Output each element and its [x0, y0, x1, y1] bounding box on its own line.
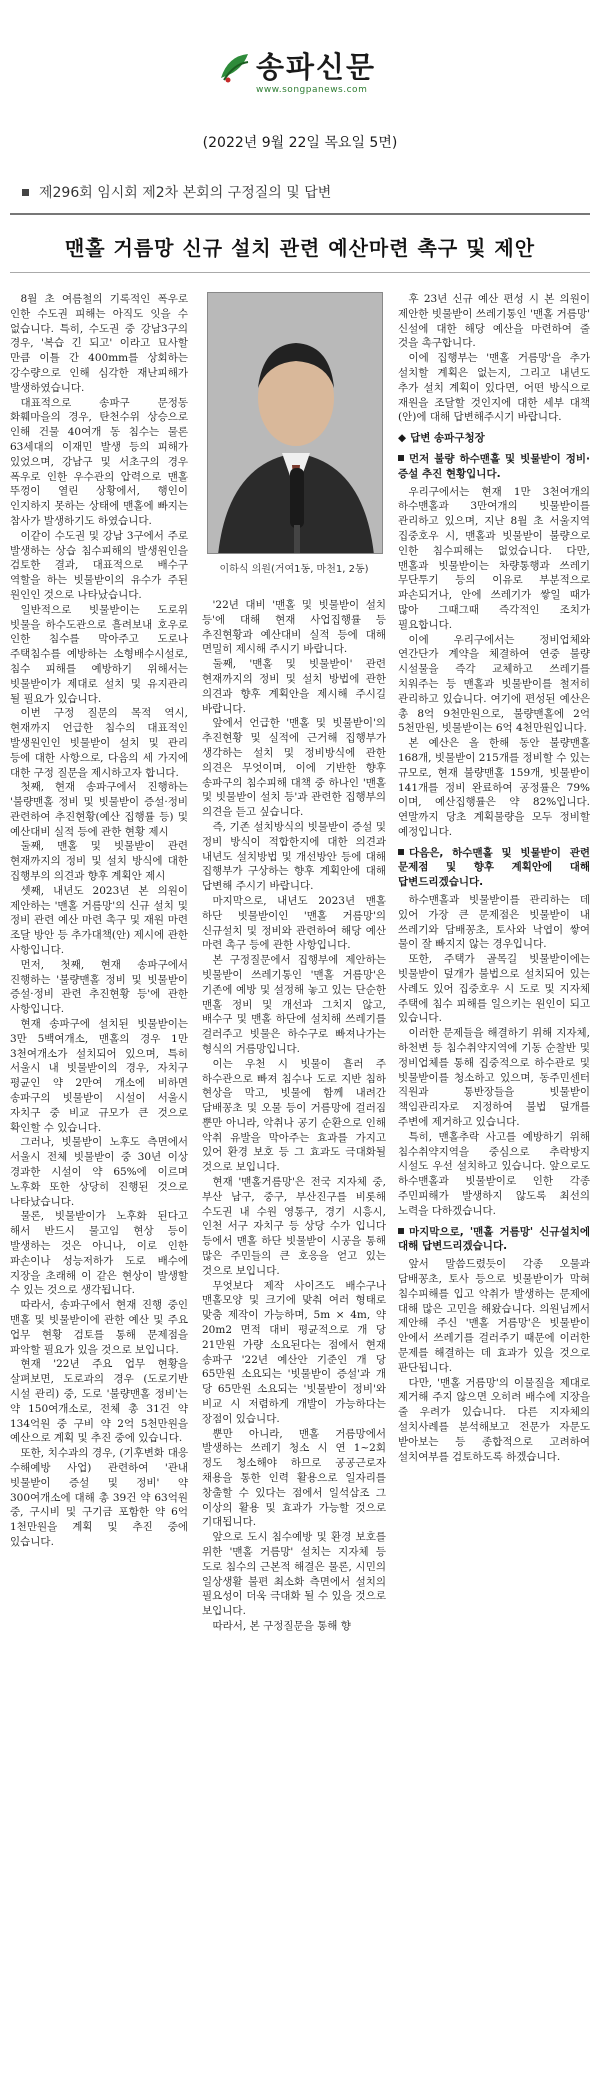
paragraph: 앞으로 도시 침수예방 및 환경 보호를 위한 '맨홀 거름망' 설치는 지자체 등 도로 침수의 근본적 해결은 물론, 시민의 일상생활 불편 최소화 측면에서 설치의 필요성이 더욱 극대화 될 수 있을 것으로 보입니다.: [202, 1531, 386, 1618]
paragraph: 무엇보다 제작 사이즈도 배수구나 맨홀모양 및 크기에 맞춰 여러 형태로 맞춤 제작이 가능하며, 5m × 4m, 약 20m2 면적 대비 평균적으로 개 당 21만원 가량 소요된다는 점에서 현재 송파구 '22년 예산안 기준인 개 당 65만원 소요되는 '빗물받이 증설'과 개 당 65만원 소요되는 '빗물받이 정비'와 비교 시 저렴하게 개발이 가능하다는 장점이 있습니다.: [202, 1279, 386, 1425]
paragraph: 이번 구정 질문의 목적 역시, 현재까지 언급한 침수의 대표적인 발생원인인 빗물받이 설치 및 관리 등에 대한 사항으로, 다음의 세 가지에 대한 구정 질문을 제시하고자 합니다.: [10, 707, 188, 779]
paragraph: 일반적으로 빗물받이는 도로위 빗물을 하수도관으로 흘려보내 호우로 인한 침수를 막아주고 도로나 주택침수를 예방하는 소형배수시설로, 침수 피해를 예방하기 위해서는 빗물받이가 제대로 설치 및 유지관리 될 필요가 있습니다.: [10, 603, 188, 705]
section-subheading-text: 마지막으로, '맨홀 거름망' 신규설치에 대해 답변드리겠습니다.: [398, 1225, 590, 1253]
answer-heading-text: 답변 송파구청장: [410, 432, 485, 445]
section-subheading-text: 먼저 불량 하수맨홀 및 빗물받이 정비·증설 추진 현황입니다.: [398, 452, 590, 480]
paragraph: 또한, 치수과의 경우, (기후변화 대응 수해예방 사업) 관련하여 '관내 빗물받이 증설 및 정비' 약 300여개소에 대해 총 39건 약 63억원 중, 구시비 및 구기금 포함한 약 6억 1천만원을 계획 및 추진 중에 있습니다.: [10, 1447, 188, 1548]
article-column-1: [10, 292, 188, 2067]
paragraph: 또한, 주택가 골목길 빗물받이에는 빗물받이 덮개가 불법으로 설치되어 있는 사례도 있어 집중호우 시 도로 및 지자체 주택에 침수 피해를 일으키는 원인이 되고 있습니다.: [398, 953, 590, 1025]
paragraph: 대표적으로 송파구 문정동 화훼마을의 경우, 탄천수위 상승으로 인해 건물 40여개 동 침수는 물론 63세대의 이재민 발생 등의 피해가 있었으며, 강남구 및 서초구의 경우 폭우로 인한 우수관의 압력으로 맨홀 뚜껑이 열린 상황에서, 행인이 인지하지 못하는 상태에 맨홀에 빠지는 참사가 발생하기도 하였습니다.: [10, 396, 188, 527]
diamond-bullet-icon: ◆: [398, 432, 407, 445]
divider: [10, 213, 590, 215]
paragraph: 그러나, 빗물받이 노후도 측면에서 서울시 전체 빗물받이 중 30년 이상 경과한 시설이 약 65%에 이르며 노후화 또한 상당히 진행된 것으로 나타났습니다.: [10, 1136, 188, 1208]
newspaper-logo: [218, 50, 388, 100]
paragraph: 마지막으로, 내년도 2023년 맨홀 하단 빗물받이인 '맨홀 거름망'의 신규설치 및 정비와 관련하여 해당 예산 마련 촉구 등에 관한 사항입니다.: [202, 894, 386, 952]
songpa-leaf-logo-icon: [218, 50, 252, 84]
newspaper-title: 송파신문: [256, 50, 377, 84]
meeting-label: [18, 182, 331, 202]
portrait-photo: [207, 292, 383, 554]
paragraph: 따라서, 송파구에서 현재 진행 중인 맨홀 및 빗물받이에 관한 예산 및 주요 업무 현황 검토를 통해 문제점을 파악할 필요가 있을 것으로 보입니다.: [10, 1299, 188, 1356]
square-bullet-icon: [398, 849, 404, 855]
portrait-figure-icon: [208, 293, 383, 554]
paragraph: 먼저, 첫째, 현재 송파구에서 진행하는 '불량맨홀 정비 및 빗물받이 증설·정비 관련 추진현황 등'에 관한 사항입니다.: [10, 958, 188, 1016]
paragraph: 뿐만 아니라, 맨홀 거름망에서 발생하는 쓰레기 청소 시 연 1~2회 정도 청소해야 하므로 공공근로자 채용을 통한 인력 활용으로 일자리를 창출할 수 있다는 점에서 일석삼조 그 이상의 활용 및 효과가 가능할 것으로 기대됩니다.: [202, 1427, 386, 1529]
section-subheading: [398, 452, 590, 482]
paragraph: 첫째, 현재 송파구에서 진행하는 '불량맨홀 정비 및 빗물받이 증설·정비 관련하여 추진현황(예산 집행률 등) 및 예산대비 실적 등에 관한 현황 제시: [10, 781, 188, 838]
newspaper-url: www.songpanews.com: [256, 85, 368, 95]
paragraph: 본 구정질문에서 집행부에 제안하는 빗물받이 쓰레기통인 '맨홀 거름망'은 기존에 예방 및 설정해 놓고 있는 단순한 맨홀 정비 및 개선과 그치지 않고, 배수구 및 맨홀 하단에 설치해 쓰레기를 걸러주고 빗물은 하수구로 빠져나가는 형식의 거름망입니다.: [202, 954, 386, 1055]
section-subheading: [398, 1225, 590, 1255]
paragraph: 하수맨홀과 빗물받이를 관리하는 데 있어 가장 큰 문제점은 빗물받이 내 쓰레기와 담배꽁초, 토사와 낙엽이 쌓여 물이 잘 빠지지 않는 경우입니다.: [398, 894, 590, 951]
paragraph: 현재 '22년 주요 업무 현황을 살펴보면, 도로과의 경우 (도로기반 시설 관리) 중, 도로 '불량맨홀 정비'는 약 150여개소로, 전체 총 31건 약 134억원 중 구비 약 2억 5천만원을 예산으로 계획 및 추진 중에 있습니다.: [10, 1358, 188, 1445]
paragraph: 앞에서 언급한 '맨홀 및 빗물받이'의 추진현황 및 실적에 근거해 집행부가 생각하는 설치 및 정비방식에 관한 의견은 무엇이며, 이에 기반한 향후 송파구의 침수피해 대책 중 하나인 '맨홀 및 빗물받이 설치 등'과 관련한 집행부의 의견을 듣고 싶습니다.: [202, 717, 386, 819]
paragraph: 앞서 말씀드렸듯이 각종 오물과 담배꽁초, 토사 등으로 빗물받이가 막혀 침수피해를 입고 악취가 발생하는 문제에 대해 많은 고민을 해왔습니다. 의원님께서 제안해 주신 '맨홀 거름망'은 빗물받이 안에서 쓰레기를 걸러주기 때문에 이러한 문제를 해결하는 데 효과가 있을 것으로 판단됩니다.: [398, 1258, 590, 1374]
article-headline: 맨홀 거름망 신규 설치 관련 예산마련 촉구 및 제안: [64, 236, 536, 260]
paragraph: 즉, 기존 설치방식의 빗물받이 증설 및 정비 방식이 적합한지에 대한 의견과 내년도 설치방법 및 개선방안 등에 대해 집행부가 구상하는 향후 계획안에 대해 답변해 주시기 바랍니다.: [202, 820, 386, 893]
paragraph: 물론, 빗물받이가 노후화 된다고 해서 반드시 물고임 현상 등이 발생하는 것은 아니나, 이로 인한 파손이나 성능저하가 도로 배수에 지장을 초래해 이 같은 현상이 발생할 수 있는 것으로 생각됩니다.: [10, 1210, 188, 1297]
divider: [10, 272, 590, 273]
paragraph: 둘째, '맨홀 및 빗물받이' 관련 현재까지의 정비 및 설치 방법에 관한 의견과 향후 계획안을 제시해 주시길 바랍니다.: [202, 658, 386, 715]
answer-heading: [398, 431, 590, 446]
paragraph: 따라서, 본 구정질문을 통해 향: [212, 1619, 351, 1632]
paragraph: 이러한 문제들을 해결하기 위해 지자체, 하천변 등 침수취약지역에 기동 순찰반 및 정비업체를 통해 집중적으로 하수관로 및 빗물받이를 청소하고 있으며, 동주민센터 직원과 통반장들을 빗물받이 책임관리자로 지정하여 불법 덮개를 주변에 제거하고 있습니다.: [398, 1027, 590, 1129]
paragraph: 다만, '맨홀 거름망'의 이물질을 제대로 제거해 주지 않으면 오히려 배수에 지장을 줄 우려가 있습니다. 다른 지자체의 설치사례를 분석해보고 전문가 자문도 받아보는 등 종합적으로 고려하여 설치여부를 검토하도록 하겠습니다.: [398, 1376, 590, 1463]
paragraph: '22년 대비 '맨홀 및 빗물받이 설치 등'에 대해 현재 사업집행률 등 추진현황과 예산대비 실적 등에 대해 면밀히 제시해 주시기 바랍니다.: [202, 599, 386, 656]
paragraph: 셋째, 내년도 2023년 본 의원이 제안하는 '맨홀 거름망'의 신규 설치 및 정비 관련 예산 마련 촉구 및 재원 마련 조달 방안 등 추가대책(안) 제시에 관한 사항입니다.: [10, 884, 188, 957]
paragraph: 둘째, 맨홀 및 빗물받이 관련 현재까지의 정비 및 설치 방식에 대한 집행부의 의견과 향후 계획안 제시: [10, 840, 188, 883]
meeting-label-text: 제296회 임시회 제2차 본회의 구정질의 및 답변: [39, 185, 332, 201]
square-bullet-icon: [398, 1228, 404, 1234]
square-bullet-icon: [22, 189, 29, 196]
masthead: [0, 0, 600, 110]
paragraph: 현재 '맨홀거름망'은 전국 지자체 중, 부산 남구, 중구, 부산진구를 비롯해 수도권 내 수원 영통구, 경기 시흥시, 인천 서구 자치구 등 상당 수가 입니다 등에서 맨홀 하단 빗물받이 시공을 통해 많은 주민들의 큰 호응을 얻고 있는 것으로 보입니다.: [202, 1176, 386, 1277]
paragraph: 후 23년 신규 예산 편성 시 본 의원이 제안한 빗물받이 쓰레기통인 '맨홀 거름망' 신설에 대한 해당 예산을 마련하여 줄 것을 촉구합니다.: [398, 293, 590, 350]
section-subheading-text: 다음은, 하수맨홀 및 빗물받이 관련 문제점 및 향후 계획안에 대해 답변드리겠습니다.: [398, 846, 590, 889]
photo-caption: 이하식 의원(거여1동, 마천1, 2동): [219, 564, 369, 575]
paragraph: 특히, 맨홀추락 사고를 예방하기 위해 침수취약지역을 중심으로 추락방지 시설도 우선 설치하고 있습니다. 앞으로도 하수맨홀과 빗물받이로 인한 각종 주민피해가 발생하지 않도록 최선의 노력을 다하겠습니다.: [398, 1130, 590, 1217]
square-bullet-icon: [398, 455, 404, 461]
paragraph: 이에 집행부는 '맨홀 거름망'을 추가 설치할 계획은 없는지, 그리고 내년도 추가 설치 계획이 있다면, 어떤 방식으로 재원을 조달할 것인지에 대한 세부 대책(안)에 대해 답변해주시기 바랍니다.: [398, 352, 590, 424]
paragraph: 이에 우리구에서는 정비업체와 연간단가 계약을 체결하여 연중 불량 시설물을 즉각 교체하고 쓰레기를 치워주는 등 맨홀과 빗물받이를 철저히 관리하고 있습니다. 여기에 편성된 예산은 총 8억 9천만원으로, 불량맨홀에 2억 5천만원, 빗물받이는 6억 4천만원입니다.: [398, 633, 590, 735]
paragraph: 본 예산은 올 한해 동안 불량맨홀 168개, 빗물받이 215개를 정비할 수 있는 규모로, 현재 불량맨홀 159개, 빗물받이 141개를 정비 완료하여 공정률은 79%이며, 예산집행률은 약 82%입니다. 연말까지 당초 계획물량을 모두 정비할 예정입니다.: [398, 737, 590, 838]
paragraph: 현재 송파구에 설치된 빗물받이는 3만 5백여개소, 맨홀의 경우 1만 3천여개소가 설치되어 있으며, 특히 서울시 내 빗물받이의 경우, 자치구 평균인 약 2만여 개소에 비하면 송파구의 빗물받이 시설이 서울시 자치구 중 비교 규모가 큰 것으로 확인할 수 있습니다.: [10, 1018, 188, 1134]
paragraph: 8월 초 여름철의 기록적인 폭우로 인한 수도권 피해는 아직도 잇을 수 없습니다. 특히, 수도권 중 강남3구의 경우, '복습 긴 되고' 이라고 묘사할 만큼 이틀 간 400mm를 상회하는 강수량으로 인해 심각한 재난피해가 발생하였습니다.: [10, 293, 188, 394]
paragraph: 이같이 수도권 및 강남 3구에서 주로 발생하는 상습 침수피해의 발생원인을 검토한 결과, 대표적으로 배수구 역할을 하는 빗물받이의 유수가 주된 원인인 것으로 나타났습니다.: [10, 529, 188, 601]
article-column-2: [202, 598, 386, 2067]
section-subheading: [398, 846, 590, 890]
dateline: (2022년 9월 22일 목요일 5면): [202, 135, 398, 151]
paragraph: 우리구에서는 현재 1만 3천여개의 하수맨홀과 3만여개의 빗물받이를 관리하고 있으며, 지난 8월 초 서울지역 집중호우 시, 맨홀과 빗물받이 불량으로 인한 침수피해는 없었습니다. 다만, 맨홀과 빗물받이는 차량통행과 쓰레기 무단투기 등의 이유로 부분적으로 파손되거나, 안에 쓰레기가 쌓일 때가 많아 그때그때 즉각적인 조치가 필요합니다.: [398, 485, 590, 631]
article-column-3: [398, 292, 590, 2067]
paragraph: 이는 우천 시 빗물이 흘러 주 하수관으로 빠져 침수나 도로 지반 침하 현상을 막고, 빗물에 함께 내려간 담배꽁초 및 오물 등이 거름망에 걸러짐 뿐만 아니라, 악취나 공기 순환으로 인해 악취 유발을 막아주는 효과를 가지고 있어 환경 보호 등 그 효과도 극대화될 것으로 보입니다.: [202, 1057, 386, 1174]
